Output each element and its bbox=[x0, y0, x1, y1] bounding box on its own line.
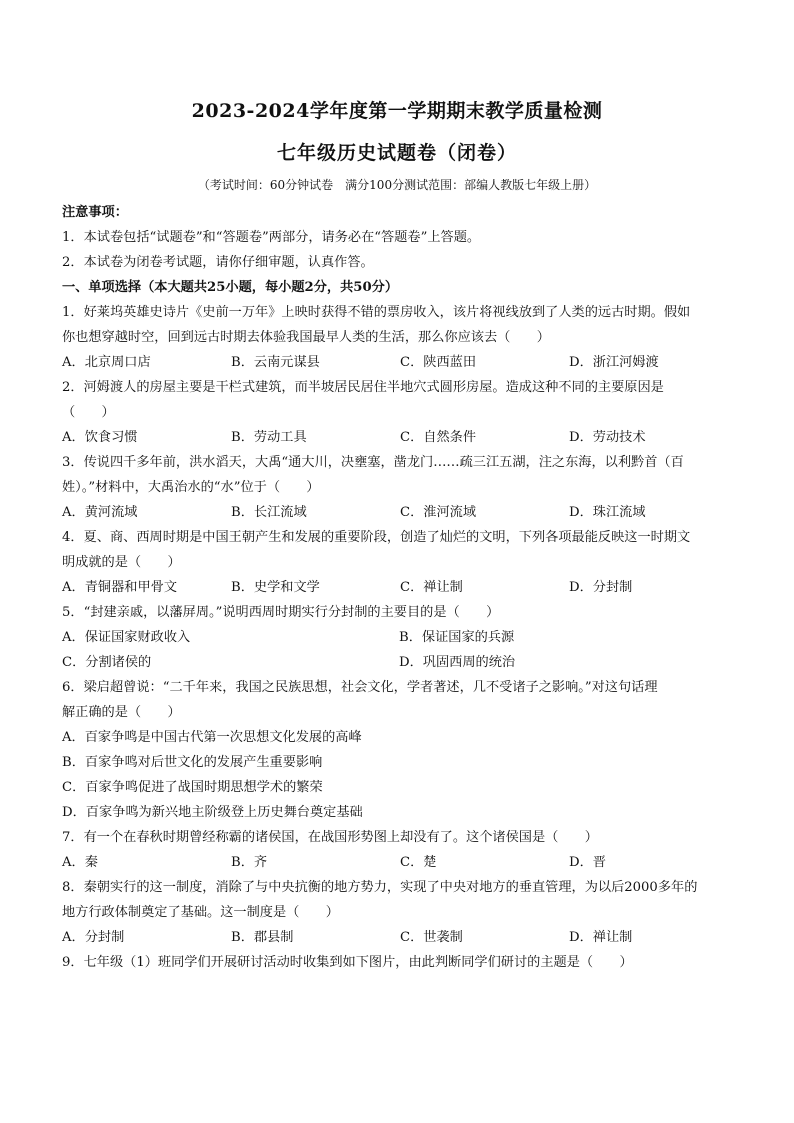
note-item: 2．本试卷为闭卷考试题，请你仔细审题，认真作答。 bbox=[62, 255, 374, 270]
question-text: （ ） bbox=[62, 405, 115, 420]
options-row bbox=[62, 625, 740, 650]
options-row bbox=[62, 575, 740, 600]
question-text: 地方行政体制奠定了基础。这一制度是（ ） bbox=[62, 905, 339, 920]
option-a: A．秦 bbox=[62, 855, 98, 870]
options-row bbox=[62, 925, 740, 950]
option-a: A．保证国家财政收入 bbox=[62, 630, 191, 645]
question bbox=[62, 825, 740, 875]
option-d: D．巩固西周的统治 bbox=[399, 655, 516, 670]
options-row bbox=[62, 425, 740, 450]
question bbox=[62, 875, 740, 950]
option-a: A．黄河流域 bbox=[62, 505, 138, 520]
section-heading: 一、单项选择（本大题共25小题，每小题2分，共50分） bbox=[62, 280, 399, 295]
question bbox=[62, 300, 740, 375]
option-b: B．劳动工具 bbox=[231, 430, 307, 445]
option-d: D．劳动技术 bbox=[569, 430, 646, 445]
option-d: D．禅让制 bbox=[569, 930, 633, 945]
note-item: 1．本试卷包括“试题卷”和“答题卷”两部分，请务必在“答题卷”上答题。 bbox=[62, 230, 481, 245]
question-text: 你也想穿越时空，回到远古时期去体验我国最早人类的生活，那么你应该去（ ） bbox=[62, 330, 550, 345]
option-b: B．史学和文学 bbox=[231, 580, 320, 595]
options-row bbox=[62, 350, 740, 375]
question bbox=[62, 950, 740, 975]
question bbox=[62, 450, 740, 525]
question-text: 3．传说四千多年前，洪水滔天，大禹“通大川，决壅塞，凿龙门……疏三江五湖，注之东海，以利黔首（百 bbox=[62, 455, 684, 470]
question-text: 7．有一个在春秋时期曾经称霸的诸侯国，在战国形势图上却没有了。这个诸侯国是（ ） bbox=[62, 830, 598, 845]
exam-title: 2023-2024学年度第一学期期末教学质量检测 bbox=[191, 100, 603, 122]
question-text: 5．“封建亲戚，以藩屏周。”说明西周时期实行分封制的主要目的是（ ） bbox=[62, 605, 500, 620]
option-d: D．浙江河姆渡 bbox=[569, 355, 659, 370]
option-b: B．百家争鸣对后世文化的发展产生重要影响 bbox=[62, 755, 323, 770]
option-c: C．淮河流域 bbox=[400, 505, 477, 520]
question-text: 解正确的是（ ） bbox=[62, 705, 181, 720]
question-text: 1．好莱坞英雄史诗片《史前一万年》上映时获得不错的票房收入，该片将视线放到了人类的远古时期。假如 bbox=[62, 305, 691, 320]
option-c: C．分割诸侯的 bbox=[62, 655, 152, 670]
option-c: C．禅让制 bbox=[400, 580, 463, 595]
question-text: 9．七年级（1）班同学们开展研讨活动时收集到如下图片，由此判断同学们研讨的主题是（ ） bbox=[62, 955, 633, 970]
option-d: D．珠江流域 bbox=[569, 505, 646, 520]
question bbox=[62, 525, 740, 600]
option-c: C．陕西蓝田 bbox=[400, 355, 477, 370]
option-b: B．云南元谋县 bbox=[231, 355, 320, 370]
option-a: A．青铜器和甲骨文 bbox=[62, 580, 178, 595]
question-text: 4．夏、商、西周时期是中国王朝产生和发展的重要阶段，创造了灿烂的文明，下列各项最能反映这一时期文 bbox=[62, 530, 691, 545]
question-text: 8．秦朝实行的这一制度，消除了与中央抗衡的地方势力，实现了中央对地方的垂直管理，为以后2000多年的 bbox=[62, 880, 698, 895]
question-text: 姓）。”材料中，大禹治水的“水”位于（ ） bbox=[62, 480, 320, 495]
options-row bbox=[62, 500, 740, 525]
question bbox=[62, 600, 740, 675]
option-c: C．世袭制 bbox=[400, 930, 463, 945]
option-d: D．晋 bbox=[569, 855, 606, 870]
option-c: C．自然条件 bbox=[400, 430, 477, 445]
option-c: C．楚 bbox=[400, 855, 437, 870]
exam-info: （考试时间：60分钟试卷 满分100分测试范围：部编人教版七年级上册） bbox=[197, 178, 597, 192]
option-b: B．长江流域 bbox=[231, 505, 307, 520]
option-a: A．百家争鸣是中国古代第一次思想文化发展的高峰 bbox=[62, 730, 362, 745]
option-b: B．齐 bbox=[231, 855, 268, 870]
question-text: 明成就的是（ ） bbox=[62, 555, 181, 570]
question bbox=[62, 675, 740, 825]
exam-content bbox=[62, 200, 740, 975]
option-b: B．郡县制 bbox=[231, 930, 294, 945]
option-a: A．北京周口店 bbox=[62, 355, 151, 370]
option-a: A．分封制 bbox=[62, 930, 125, 945]
option-c: C．百家争鸣促进了战国时期思想学术的繁荣 bbox=[62, 780, 323, 795]
notes-heading: 注意事项： bbox=[62, 205, 128, 220]
question-text: 2．河姆渡人的房屋主要是干栏式建筑，而半坡居民居住半地穴式圆形房屋。造成这种不同的主要原因是 bbox=[62, 380, 664, 395]
options-row bbox=[62, 650, 740, 675]
question bbox=[62, 375, 740, 450]
option-d: D．百家争鸣为新兴地主阶级登上历史舞台奠定基础 bbox=[62, 805, 363, 820]
exam-subtitle: 七年级历史试题卷（闭卷） bbox=[276, 142, 517, 164]
options-row bbox=[62, 850, 740, 875]
option-a: A．饮食习惯 bbox=[62, 430, 138, 445]
option-b: B．保证国家的兵源 bbox=[399, 630, 515, 645]
option-d: D．分封制 bbox=[569, 580, 633, 595]
question-text: 6．梁启超曾说：“二千年来，我国之民族思想，社会文化，学者著述，几不受诸子之影响。”对这句话理 bbox=[62, 680, 658, 695]
